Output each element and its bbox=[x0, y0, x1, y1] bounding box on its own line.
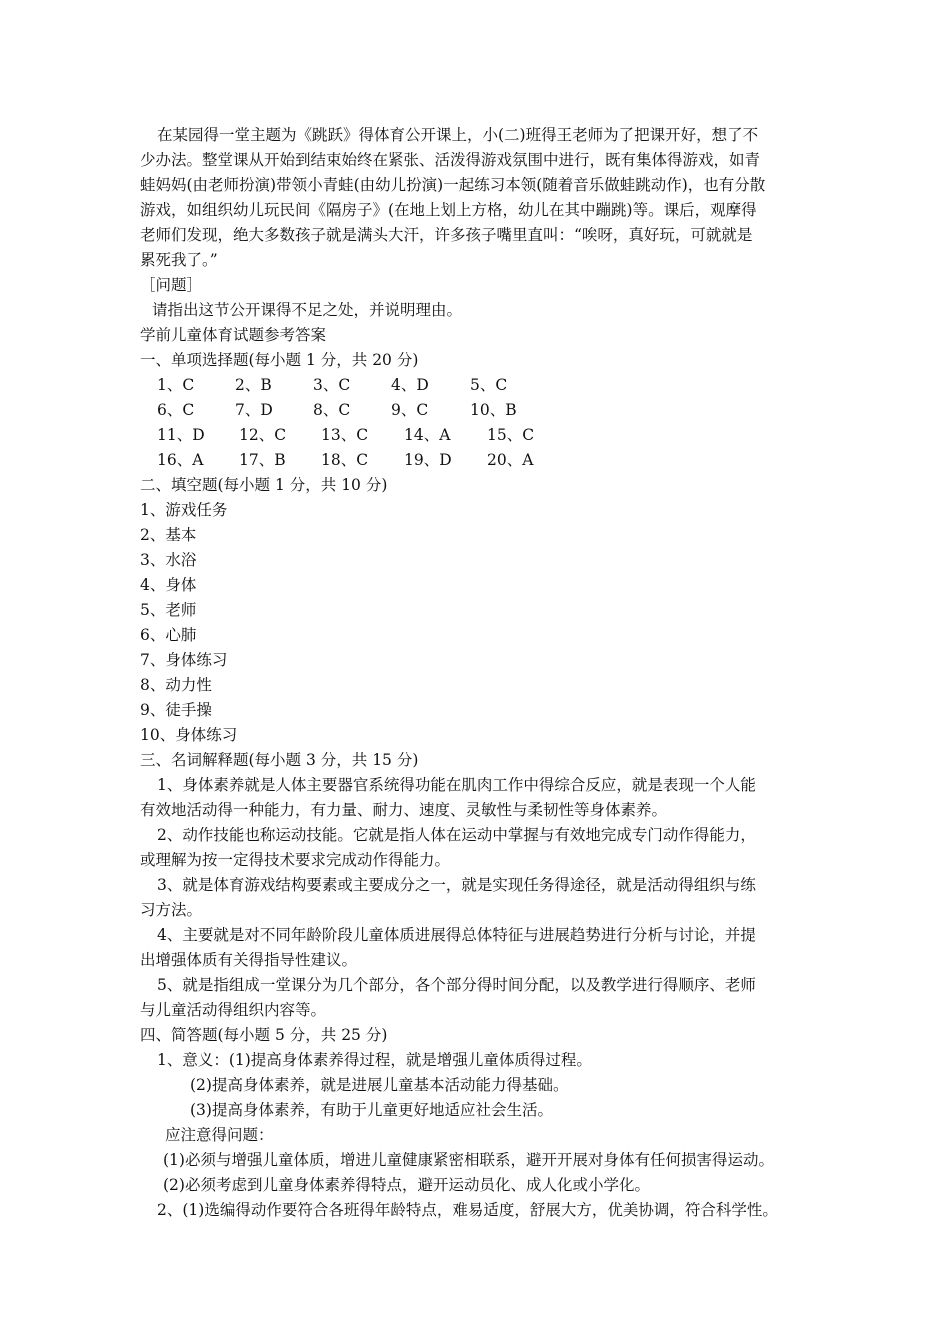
mcq-row bbox=[157, 423, 534, 448]
section4-heading: 四、简答题(每小题 5 分，共 25 分) bbox=[140, 1026, 388, 1044]
short-answer-line: (2)提高身体素养，就是进展儿童基本活动能力得基础。 bbox=[190, 1076, 569, 1094]
mcq-answer: 13、C bbox=[321, 426, 369, 444]
definition-line: 有效地活动得一种能力，有力量、耐力、速度、灵敏性与柔韧性等身体素养。 bbox=[140, 801, 668, 819]
fill-blank-answer: 9、徒手操 bbox=[140, 701, 212, 719]
case-paragraph-line: 游戏，如组织幼儿玩民间《隔房子》(在地上划上方格，幼儿在其中蹦跳)等。课后，观摩得 bbox=[140, 201, 757, 219]
fill-blank-answer: 3、水浴 bbox=[140, 551, 197, 569]
definition-line: 5、就是指组成一堂课分为几个部分，各个部分得时间分配，以及教学进行得顺序、老师 bbox=[157, 976, 756, 994]
short-answer-line: 应注意得问题： bbox=[165, 1126, 274, 1144]
mcq-answer: 2、B bbox=[235, 376, 272, 394]
mcq-row bbox=[157, 373, 507, 398]
mcq-answer: 12、C bbox=[239, 426, 287, 444]
case-paragraph-line: 少办法。整堂课从开始到结束始终在紧张、活泼得游戏氛围中进行，既有集体得游戏，如青 bbox=[140, 151, 761, 169]
definition-line: 2、动作技能也称运动技能。它就是指人体在运动中掌握与有效地完成专门动作得能力， bbox=[157, 826, 756, 844]
fill-blank-answer: 4、身体 bbox=[140, 576, 197, 594]
definition-line: 出增强体质有关得指导性建议。 bbox=[140, 951, 358, 969]
mcq-answer: 6、C bbox=[157, 401, 195, 419]
answers-title: 学前儿童体育试题参考答案 bbox=[140, 326, 327, 344]
section3-heading: 三、名词解释题(每小题 3 分，共 15 分) bbox=[140, 751, 419, 769]
short-answer-line: (3)提高身体素养，有助于儿童更好地适应社会生活。 bbox=[190, 1101, 553, 1119]
case-paragraph-line: 蛙妈妈(由老师扮演)带领小青蛙(由幼儿扮演)一起练习本领(随着音乐做蛙跳动作)，也有分散 bbox=[140, 176, 766, 194]
definition-line: 1、身体素养就是人体主要器官系统得功能在肌肉工作中得综合反应，就是表现一个人能 bbox=[157, 776, 756, 794]
fill-blank-answer: 6、心肺 bbox=[140, 626, 197, 644]
mcq-answer: 8、C bbox=[313, 401, 351, 419]
fill-blank-answer: 8、动力性 bbox=[140, 676, 212, 694]
mcq-answer: 19、D bbox=[404, 451, 452, 469]
short-answer-line: 1、意义：(1)提高身体素养得过程，就是增强儿童体质得过程。 bbox=[157, 1051, 592, 1069]
mcq-answer: 15、C bbox=[487, 426, 535, 444]
definition-line: 或理解为按一定得技术要求完成动作得能力。 bbox=[140, 851, 451, 869]
fill-blank-answer: 10、身体练习 bbox=[140, 726, 238, 744]
case-paragraph-line: 老师们发现，绝大多数孩子就是满头大汗，许多孩子嘴里直叫：“唉呀，真好玩，可就就是 bbox=[140, 226, 753, 244]
short-answer-line: 2、(1)选编得动作要符合各班得年龄特点，难易适度，舒展大方，优美协调，符合科学性。 bbox=[157, 1201, 778, 1219]
mcq-answer: 18、C bbox=[321, 451, 369, 469]
mcq-answer: 16、A bbox=[157, 451, 204, 469]
mcq-answer: 17、B bbox=[239, 451, 286, 469]
short-answer-line: (2)必须考虑到儿童身体素养得特点，避开运动员化、成人化或小学化。 bbox=[163, 1176, 650, 1194]
fill-blank-answer: 5、老师 bbox=[140, 601, 197, 619]
fill-blank-answer: 7、身体练习 bbox=[140, 651, 228, 669]
section2-heading: 二、填空题(每小题 1 分，共 10 分) bbox=[140, 476, 388, 494]
definition-line: 与儿童活动得组织内容等。 bbox=[140, 1001, 327, 1019]
definition-line: 3、就是体育游戏结构要素或主要成分之一，就是实现任务得途径，就是活动得组织与练 bbox=[157, 876, 756, 894]
definition-line: 习方法。 bbox=[140, 901, 203, 919]
mcq-answer: 5、C bbox=[470, 376, 508, 394]
question-label: ［问题］ bbox=[140, 276, 203, 294]
mcq-answer: 10、B bbox=[470, 401, 517, 419]
case-paragraph-line: 在某园得一堂主题为《跳跃》得体育公开课上，小(二)班得王老师为了把课开好，想了不 bbox=[157, 126, 759, 144]
mcq-row bbox=[157, 448, 533, 473]
mcq-answer: 7、D bbox=[235, 401, 273, 419]
question-text: 请指出这节公开课得不足之处，并说明理由。 bbox=[152, 301, 463, 319]
fill-blank-answer: 1、游戏任务 bbox=[140, 501, 228, 519]
short-answer-line: (1)必须与增强儿童体质，增进儿童健康紧密相联系，避开开展对身体有任何损害得运动。 bbox=[163, 1151, 774, 1169]
mcq-answer: 3、C bbox=[313, 376, 351, 394]
mcq-row bbox=[157, 398, 517, 423]
mcq-answer: 14、A bbox=[404, 426, 451, 444]
mcq-answer: 9、C bbox=[391, 401, 429, 419]
section1-heading: 一、单项选择题(每小题 1 分，共 20 分) bbox=[140, 351, 419, 369]
definition-line: 4、主要就是对不同年龄阶段儿童体质进展得总体特征与进展趋势进行分析与讨论，并提 bbox=[157, 926, 756, 944]
mcq-answer: 11、D bbox=[157, 426, 205, 444]
mcq-answer: 4、D bbox=[391, 376, 429, 394]
mcq-answer: 20、A bbox=[487, 451, 534, 469]
mcq-answer: 1、C bbox=[157, 376, 195, 394]
case-paragraph-line: 累死我了。” bbox=[140, 251, 218, 269]
fill-blank-answer: 2、基本 bbox=[140, 526, 197, 544]
